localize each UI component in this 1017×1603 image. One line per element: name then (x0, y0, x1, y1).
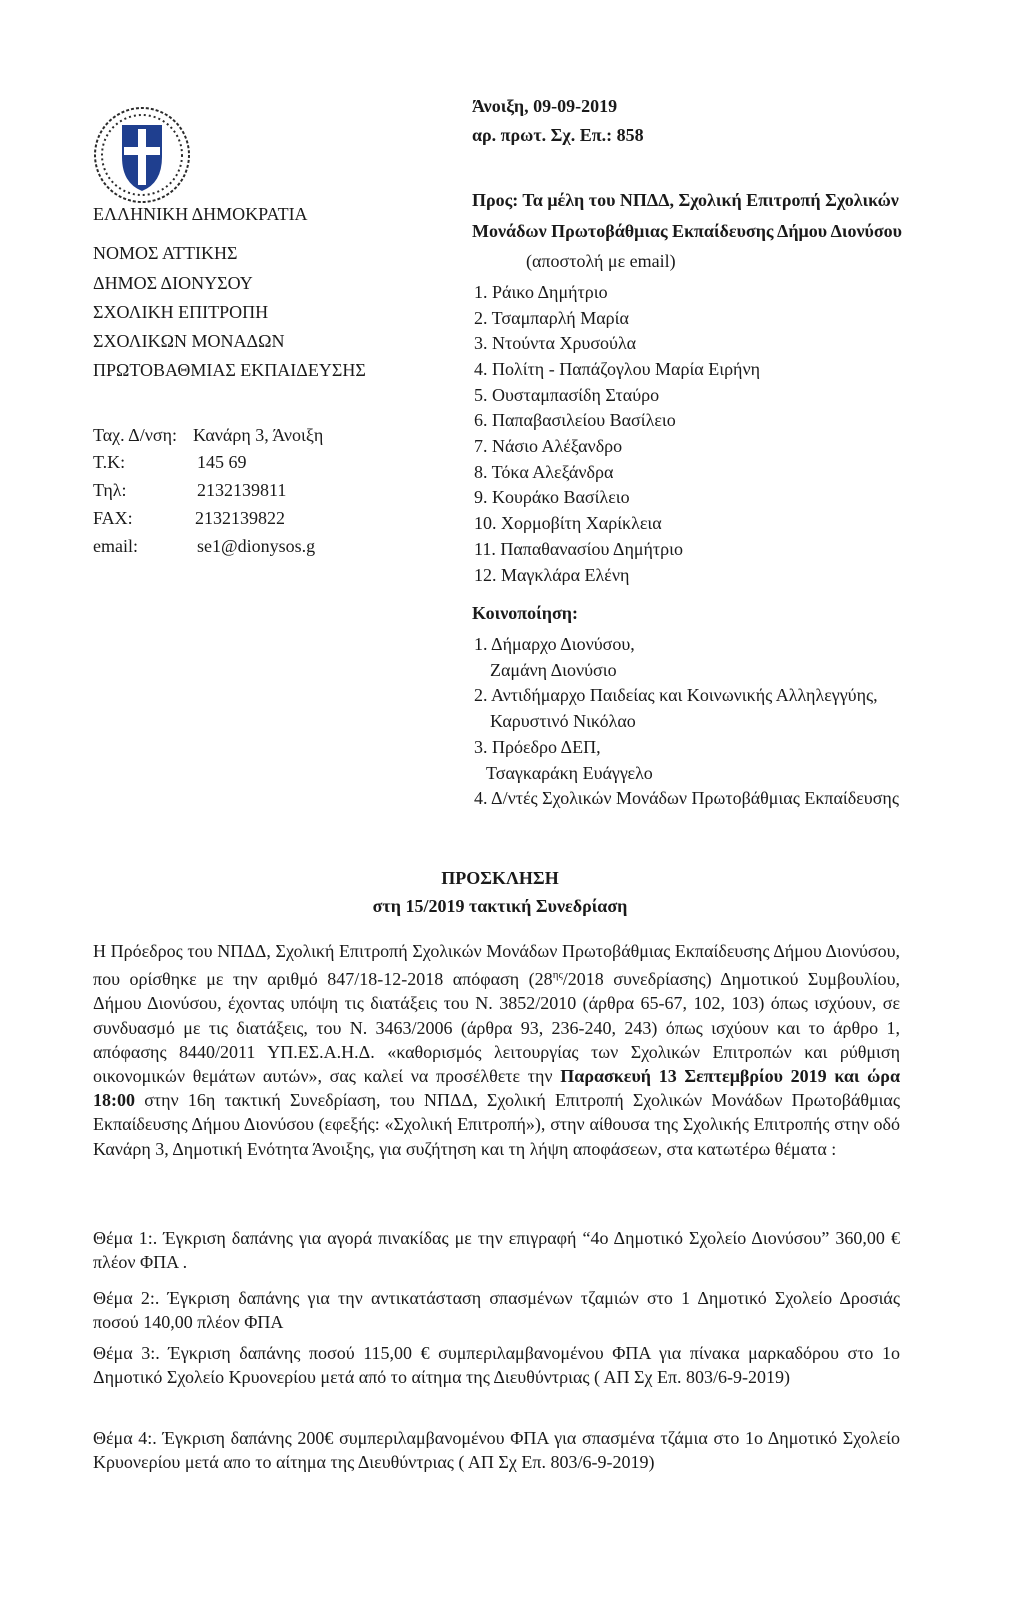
contact-value: 2132139822 (195, 508, 285, 528)
meeting-datetime: Παρασκευή 13 Σεπτεμβρίου 2019 και ώρα 18:00 (93, 1066, 900, 1111)
cc-item: 1. Δήμαρχο Διονύσου, (474, 634, 635, 654)
delivery-note: (αποστολή με email) (526, 251, 676, 271)
body-text: στην 16η τακτική Συνεδρίαση, του ΝΠΔΔ, Σχολική Επιτροπή Σχολικών Μονάδων Πρωτοβάθμιας Εκπαίδευσης Δήμου Διονύσου (εφεξής: «Σχολική Επιτροπή»), στην αίθουσα της Σχολικής Επιτροπής στην οδό Κανάρη 3, Δημοτική Ενότητα Άνοιξης, για συζήτηση και τη λήψη αποφάσεων, στα κατωτέρω θέματα : (93, 1090, 900, 1159)
member-item: 4. Πολίτη - Παπάζογλου Μαρία Ειρήνη (474, 359, 761, 379)
contact-email (93, 533, 316, 559)
member-item: 11. Παπαθανασίου Δημήτριο (474, 539, 683, 559)
contact-fax (93, 505, 285, 531)
body-text: Η Πρόεδρος του ΝΠΔΔ, Σχολική Επιτροπή Σχολικών Μονάδων Πρωτοβάθμιας Εκπαίδευσης Δήμου Διονύσου, που ορίσθηκε με την αριθμό 847/18-12-2018 απόφαση (28 (93, 941, 900, 990)
body-text: /2018 συνεδρίασης) Δημοτικού Συμβουλίου, Δήμου Διονύσου, έχοντας υπόψη τις διατάξεις του Ν. 3852/2010 (άρθρα 65-67, 102, 103) όπως ισχύουν, σε συνδυασμό με τις διατάξεις, του Ν. 3463/2006 (άρθρα 93, 236-240, 243) όπως ισχύουν και το άρθρο 1, απόφασης 8440/2011 ΥΠ.ΕΣ.Α.Η.Δ. «καθορισμός λειτουργίας των Σχολικών Επιτροπών και ρύθμιση οικονομικών θεμάτων αυτών», σας καλεί να προσέλθετε την (93, 969, 900, 1087)
org-line: ΣΧΟΛΙΚΩΝ ΜΟΝΑΔΩΝ (93, 331, 285, 351)
contact-value: Κανάρη 3, Άνοιξη (193, 425, 324, 445)
topic-item: Θέμα 2:. Έγκριση δαπάνης για την αντικατάσταση σπασμένων τζαμιών στο 1 Δημοτικό Σχολείο Δροσιάς ποσού 140,00 πλέον ΦΠΑ (93, 1288, 900, 1333)
member-item: 8. Τόκα Αλεξάνδρα (474, 462, 614, 482)
protocol-number: αρ. πρωτ. Σχ. Επ.: 858 (472, 125, 644, 145)
member-item: 1. Ράικο Δημήτριο (474, 282, 608, 302)
cc-item: Καρυστινό Νικόλαο (490, 711, 636, 731)
cc-item: 2. Αντιδήμαρχο Παιδείας και Κοινωνικής Αλληλεγγύης, (474, 685, 878, 705)
member-item: 2. Τσαμπαρλή Μαρία (474, 308, 629, 328)
member-item: 12. Μαγκλάρα Ελένη (474, 565, 630, 585)
republic-title: ΕΛΛΗΝΙΚΗ ΔΗΜΟΚΡΑΤΙΑ (93, 204, 308, 224)
contact-label: Τ.Κ: (93, 452, 126, 472)
member-item: 7. Νάσιο Αλέξανδρο (474, 436, 623, 456)
topic-item: Θέμα 1:. Έγκριση δαπάνης για αγορά πινακίδας με την επιγραφή “4ο Δημοτικό Σχολείο Διονύσου” 360,00 € πλέον ΦΠΑ . (93, 1228, 900, 1273)
org-line: ΔΗΜΟΣ ΔΙΟΝΥΣΟΥ (93, 273, 253, 293)
cc-item: 3. Πρόεδρο ΔΕΠ, (474, 737, 601, 757)
org-line: ΝΟΜΟΣ ΑΤΤΙΚΗΣ (93, 243, 238, 263)
contact-value: 145 69 (197, 452, 247, 472)
contact-value: 2132139811 (197, 480, 287, 500)
place-date: Άνοιξη, 09-09-2019 (472, 96, 618, 116)
hellenic-republic-emblem-icon (90, 103, 194, 207)
contact-address (93, 422, 324, 448)
cc-title: Κοινοποίηση: (472, 603, 578, 623)
recipients-line: Προς: Τα μέλη του ΝΠΔΔ, Σχολική Επιτροπή Σχολικών (472, 190, 899, 210)
member-item: 3. Ντούντα Χρυσούλα (474, 333, 637, 353)
contact-phone (93, 477, 287, 503)
member-item: 6. Παπαβασιλείου Βασίλειο (474, 410, 676, 430)
invitation-title: ΠΡΟΣΚΛΗΣΗ (441, 868, 559, 888)
member-item: 5. Ουσταμπασίδη Σταύρο (474, 385, 660, 405)
topic-item: Θέμα 4:. Έγκριση δαπάνης 200€ συμπεριλαμβανομένου ΦΠΑ για σπασμένα τζάμια στο 1ο Δημοτικό Σχολείο Κρυονερίου μετά απο το αίτημα της Διευθύντριας ( ΑΠ Σχ Επ. 803/6-9-2019) (93, 1428, 900, 1473)
contact-label: email: (93, 536, 138, 556)
contact-label: FAX: (93, 508, 133, 528)
org-line: ΣΧΟΛΙΚΗ ΕΠΙΤΡΟΠΗ (93, 302, 269, 322)
contact-value[interactable]: se1@dionysos.g (197, 536, 316, 556)
member-item: 10. Χορμοβίτη Χαρίκλεια (474, 513, 662, 533)
org-line: ΠΡΩΤΟΒΑΘΜΙΑΣ ΕΚΠΑΙΔΕΥΣΗΣ (93, 360, 366, 380)
contact-postcode (93, 449, 247, 475)
invitation-subtitle: στη 15/2019 τακτική Συνεδρίαση (372, 896, 628, 916)
recipients-line: Μονάδων Πρωτοβάθμιας Εκπαίδευσης Δήμου Διονύσου (472, 221, 902, 241)
contact-label: Ταχ. Δ/νση: (93, 425, 178, 445)
cc-item: Τσαγκαράκη Ευάγγελο (486, 763, 653, 783)
cc-item: 4. Δ/ντές Σχολικών Μονάδων Πρωτοβάθμιας Εκπαίδευσης (474, 788, 899, 808)
cc-item: Ζαμάνη Διονύσιο (490, 660, 617, 680)
body-superscript: ης (552, 969, 563, 982)
invitation-body (93, 939, 900, 1161)
topic-item: Θέμα 3:. Έγκριση δαπάνης ποσού 115,00 € συμπεριλαμβανομένου ΦΠΑ για πίνακα μαρκαδόρου στο 1ο Δημοτικό Σχολείο Κρυονερίου μετά από το αίτημα της Διευθύντριας ( ΑΠ Σχ Επ. 803/6-9-2019) (93, 1343, 900, 1388)
contact-label: Τηλ: (93, 480, 127, 500)
member-item: 9. Κουράκο Βασίλειο (474, 487, 630, 507)
